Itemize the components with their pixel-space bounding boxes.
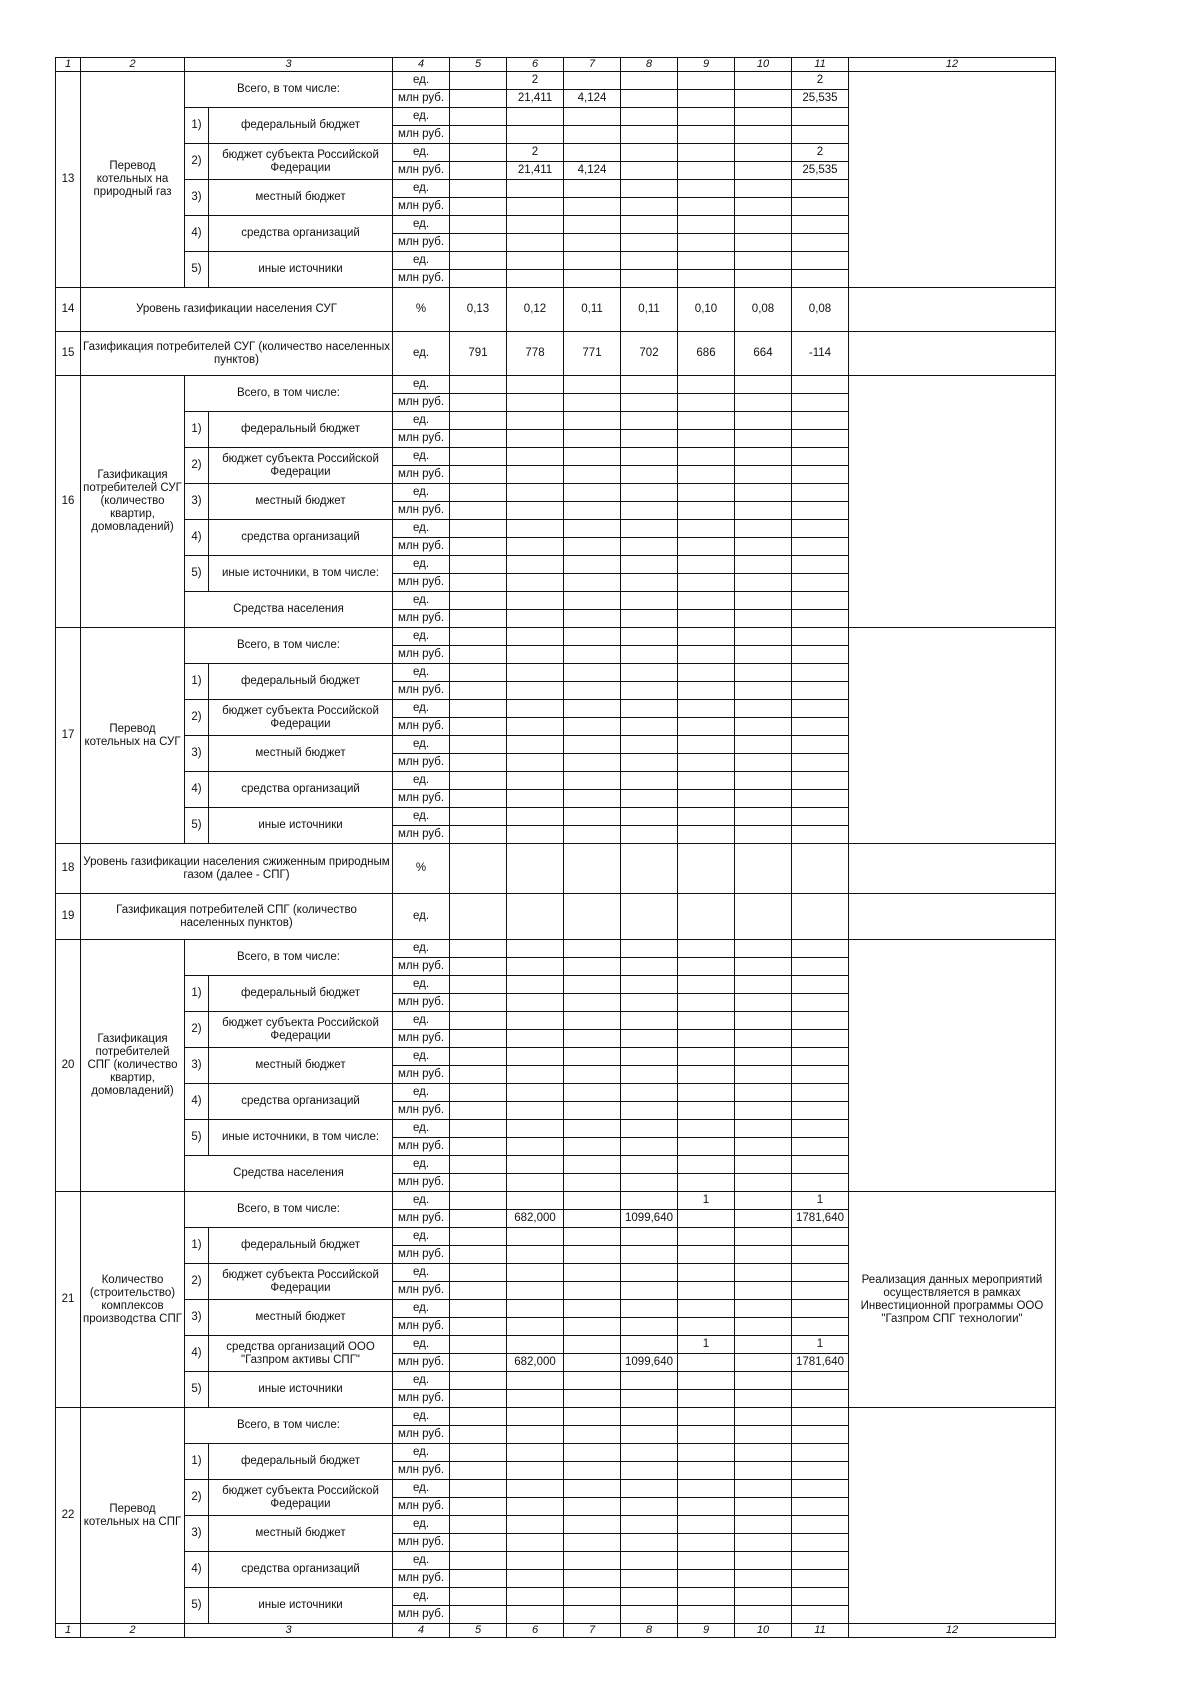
unit-cell: млн руб. — [393, 1570, 450, 1588]
source-label: федеральный бюджет — [209, 664, 393, 700]
table-row — [56, 894, 1056, 940]
source-label: бюджет субъекта Российской Федерации — [209, 700, 393, 736]
value-cell: 686 — [678, 332, 735, 376]
source-label: местный бюджет — [209, 1300, 393, 1336]
row-title: Перевод котельных на СПГ — [81, 1408, 185, 1624]
value-cell: 25,535 — [792, 162, 849, 180]
unit-cell: ед. — [393, 1372, 450, 1390]
unit-cell: ед. — [393, 252, 450, 270]
unit-cell: ед. — [393, 736, 450, 754]
unit-cell: ед. — [393, 664, 450, 682]
table-row — [56, 1408, 1056, 1426]
row-number: 16 — [56, 376, 81, 628]
footer-cell-4: 4 — [393, 1624, 450, 1638]
source-label: бюджет субъекта Российской Федерации — [209, 1264, 393, 1300]
unit-cell: млн руб. — [393, 270, 450, 288]
row-title: Перевод котельных на природный газ — [81, 72, 185, 288]
row-title: Количество (строительство) комплексов производства СПГ — [81, 1192, 185, 1408]
value-cell: 2 — [792, 144, 849, 162]
unit-cell: ед. — [393, 72, 450, 90]
source-marker: 1) — [185, 1228, 209, 1264]
source-marker: 1) — [185, 108, 209, 144]
value-cell: 1 — [678, 1336, 735, 1354]
source-marker: 4) — [185, 1084, 209, 1120]
source-label: федеральный бюджет — [209, 1444, 393, 1480]
source-label: средства организаций — [209, 520, 393, 556]
unit-cell: ед. — [393, 1084, 450, 1102]
value-cell: 2 — [792, 72, 849, 90]
row-title: Перевод котельных на СУГ — [81, 628, 185, 844]
unit-cell: ед. — [393, 520, 450, 538]
value-cell: 25,535 — [792, 90, 849, 108]
source-marker: 1) — [185, 976, 209, 1012]
value-cell: 1099,640 — [621, 1354, 678, 1372]
row-title: Уровень газификации населения СУГ — [81, 288, 393, 332]
row-title: Газификация потребителей СУГ (количество квартир, домовладений) — [81, 376, 185, 628]
unit-cell: млн руб. — [393, 682, 450, 700]
unit-cell: млн руб. — [393, 1210, 450, 1228]
unit-cell: ед. — [393, 1336, 450, 1354]
unit-cell: млн руб. — [393, 1498, 450, 1516]
source-label: местный бюджет — [209, 736, 393, 772]
footer-cell-3: 3 — [185, 1624, 393, 1638]
value-cell: -114 — [792, 332, 849, 376]
row-number: 15 — [56, 332, 81, 376]
unit-cell: млн руб. — [393, 234, 450, 252]
unit-cell: ед. — [393, 976, 450, 994]
value-cell: 0,13 — [450, 288, 507, 332]
unit-cell: млн руб. — [393, 90, 450, 108]
unit-cell: млн руб. — [393, 574, 450, 592]
source-label: средства организаций — [209, 1552, 393, 1588]
gasification-table — [55, 57, 1056, 1638]
source-marker: 4) — [185, 772, 209, 808]
source-label: Всего, в том числе: — [185, 376, 393, 412]
header-cell-12: 12 — [849, 58, 1056, 72]
column-number-footer-row — [56, 1624, 1056, 1638]
source-label: федеральный бюджет — [209, 412, 393, 448]
source-label: средства организаций ООО "Газпром активы СПГ" — [209, 1336, 393, 1372]
source-label: Средства населения — [185, 592, 393, 628]
source-marker: 1) — [185, 1444, 209, 1480]
source-marker: 5) — [185, 1588, 209, 1624]
unit-cell: млн руб. — [393, 1462, 450, 1480]
footer-cell-10: 10 — [735, 1624, 792, 1638]
source-label: местный бюджет — [209, 1516, 393, 1552]
source-marker: 5) — [185, 556, 209, 592]
source-marker: 5) — [185, 1372, 209, 1408]
value-cell: 0,11 — [621, 288, 678, 332]
row-number: 17 — [56, 628, 81, 844]
value-cell: 0,10 — [678, 288, 735, 332]
table-row — [56, 332, 1056, 376]
value-cell: 21,411 — [507, 162, 564, 180]
source-label: федеральный бюджет — [209, 976, 393, 1012]
unit-cell: ед. — [393, 180, 450, 198]
source-label: местный бюджет — [209, 1048, 393, 1084]
unit-cell: млн руб. — [393, 610, 450, 628]
header-cell-1: 1 — [56, 58, 81, 72]
footer-cell-1: 1 — [56, 1624, 81, 1638]
table-row — [56, 72, 1056, 90]
unit-cell: млн руб. — [393, 646, 450, 664]
source-label: Всего, в том числе: — [185, 940, 393, 976]
value-cell: 702 — [621, 332, 678, 376]
footer-cell-2: 2 — [81, 1624, 185, 1638]
unit-cell: ед. — [393, 108, 450, 126]
source-marker: 2) — [185, 448, 209, 484]
unit-cell: ед. — [393, 1120, 450, 1138]
source-label: иные источники, в том числе: — [209, 556, 393, 592]
unit-cell: ед. — [393, 1300, 450, 1318]
unit-cell: млн руб. — [393, 1282, 450, 1300]
unit-cell: млн руб. — [393, 790, 450, 808]
unit-cell: ед. — [393, 1516, 450, 1534]
unit-cell: млн руб. — [393, 1246, 450, 1264]
source-label: бюджет субъекта Российской Федерации — [209, 1012, 393, 1048]
source-marker: 2) — [185, 700, 209, 736]
unit-cell: ед. — [393, 412, 450, 430]
unit-cell: млн руб. — [393, 754, 450, 772]
row-title: Газификация потребителей СУГ (количество населенных пунктов) — [81, 332, 393, 376]
unit-cell: ед. — [393, 376, 450, 394]
source-label: Всего, в том числе: — [185, 72, 393, 108]
source-marker: 1) — [185, 664, 209, 700]
source-marker: 2) — [185, 1264, 209, 1300]
value-cell: 0,08 — [735, 288, 792, 332]
unit-cell: ед. — [393, 1048, 450, 1066]
unit-cell: ед. — [393, 332, 450, 376]
row-number: 13 — [56, 72, 81, 288]
unit-cell: ед. — [393, 808, 450, 826]
value-cell: 2 — [507, 72, 564, 90]
source-label: местный бюджет — [209, 180, 393, 216]
unit-cell: млн руб. — [393, 1138, 450, 1156]
value-cell: 1781,640 — [792, 1210, 849, 1228]
unit-cell: млн руб. — [393, 826, 450, 844]
note-cell — [849, 628, 1056, 844]
footer-cell-9: 9 — [678, 1624, 735, 1638]
unit-cell: ед. — [393, 700, 450, 718]
header-cell-4: 4 — [393, 58, 450, 72]
unit-cell: ед. — [393, 1192, 450, 1210]
value-cell: 0,12 — [507, 288, 564, 332]
footer-cell-11: 11 — [792, 1624, 849, 1638]
unit-cell: млн руб. — [393, 718, 450, 736]
row-number: 18 — [56, 844, 81, 894]
footer-cell-8: 8 — [621, 1624, 678, 1638]
note-cell — [849, 940, 1056, 1192]
footer-cell-7: 7 — [564, 1624, 621, 1638]
source-label: средства организаций — [209, 1084, 393, 1120]
source-marker: 5) — [185, 1120, 209, 1156]
unit-cell: ед. — [393, 592, 450, 610]
value-cell: 791 — [450, 332, 507, 376]
source-label: местный бюджет — [209, 484, 393, 520]
unit-cell: млн руб. — [393, 394, 450, 412]
source-marker: 3) — [185, 1048, 209, 1084]
header-cell-2: 2 — [81, 58, 185, 72]
source-label: средства организаций — [209, 772, 393, 808]
source-label: иные источники, в том числе: — [209, 1120, 393, 1156]
source-label: Средства населения — [185, 1156, 393, 1192]
table-row — [56, 376, 1056, 394]
source-marker: 4) — [185, 1336, 209, 1372]
source-label: иные источники — [209, 252, 393, 288]
source-marker: 5) — [185, 252, 209, 288]
value-cell: 1 — [792, 1192, 849, 1210]
row-number: 21 — [56, 1192, 81, 1408]
source-marker: 3) — [185, 1516, 209, 1552]
unit-cell: ед. — [393, 940, 450, 958]
unit-cell: ед. — [393, 144, 450, 162]
value-cell: 0,08 — [792, 288, 849, 332]
value-cell: 664 — [735, 332, 792, 376]
unit-cell: млн руб. — [393, 126, 450, 144]
unit-cell: млн руб. — [393, 538, 450, 556]
header-cell-8: 8 — [621, 58, 678, 72]
value-cell: 2 — [507, 144, 564, 162]
source-marker: 3) — [185, 180, 209, 216]
source-marker: 4) — [185, 216, 209, 252]
unit-cell: млн руб. — [393, 430, 450, 448]
source-marker: 5) — [185, 808, 209, 844]
row-number: 20 — [56, 940, 81, 1192]
unit-cell: млн руб. — [393, 466, 450, 484]
unit-cell: млн руб. — [393, 994, 450, 1012]
header-cell-6: 6 — [507, 58, 564, 72]
footer-cell-6: 6 — [507, 1624, 564, 1638]
table-row — [56, 288, 1056, 332]
source-marker: 2) — [185, 1012, 209, 1048]
value-cell: 682,000 — [507, 1210, 564, 1228]
header-cell-9: 9 — [678, 58, 735, 72]
header-cell-10: 10 — [735, 58, 792, 72]
source-label: бюджет субъекта Российской Федерации — [209, 144, 393, 180]
footer-cell-5: 5 — [450, 1624, 507, 1638]
unit-cell: ед. — [393, 1588, 450, 1606]
source-label: иные источники — [209, 808, 393, 844]
row-title: Газификация потребителей СПГ (количество населенных пунктов) — [81, 894, 393, 940]
table-row — [56, 844, 1056, 894]
unit-cell: ед. — [393, 1408, 450, 1426]
unit-cell: млн руб. — [393, 1102, 450, 1120]
column-number-header-row — [56, 58, 1056, 72]
unit-cell: ед. — [393, 1012, 450, 1030]
value-cell: 1099,640 — [621, 1210, 678, 1228]
unit-cell: млн руб. — [393, 1390, 450, 1408]
value-cell: 682,000 — [507, 1354, 564, 1372]
unit-cell: млн руб. — [393, 1534, 450, 1552]
unit-cell: ед. — [393, 448, 450, 466]
row-number: 22 — [56, 1408, 81, 1624]
unit-cell: ед. — [393, 1552, 450, 1570]
source-marker: 2) — [185, 1480, 209, 1516]
source-label: иные источники — [209, 1588, 393, 1624]
unit-cell: ед. — [393, 1264, 450, 1282]
source-label: иные источники — [209, 1372, 393, 1408]
unit-cell: ед. — [393, 628, 450, 646]
unit-cell: ед. — [393, 772, 450, 790]
value-cell: 778 — [507, 332, 564, 376]
unit-cell: млн руб. — [393, 162, 450, 180]
source-marker: 2) — [185, 144, 209, 180]
unit-cell: % — [393, 844, 450, 894]
footer-cell-12: 12 — [849, 1624, 1056, 1638]
unit-cell: ед. — [393, 1444, 450, 1462]
source-label: Всего, в том числе: — [185, 1192, 393, 1228]
unit-cell: млн руб. — [393, 958, 450, 976]
value-cell: 4,124 — [564, 90, 621, 108]
table-row — [56, 940, 1056, 958]
unit-cell: млн руб. — [393, 198, 450, 216]
unit-cell: млн руб. — [393, 502, 450, 520]
row-number: 14 — [56, 288, 81, 332]
unit-cell: ед. — [393, 1228, 450, 1246]
source-marker: 4) — [185, 1552, 209, 1588]
note-cell — [849, 72, 1056, 288]
unit-cell: млн руб. — [393, 1354, 450, 1372]
value-cell: 771 — [564, 332, 621, 376]
unit-cell: ед. — [393, 1156, 450, 1174]
value-cell: 1 — [792, 1336, 849, 1354]
unit-cell: млн руб. — [393, 1606, 450, 1624]
value-cell: 1781,640 — [792, 1354, 849, 1372]
value-cell: 21,411 — [507, 90, 564, 108]
unit-cell: ед. — [393, 556, 450, 574]
source-label: федеральный бюджет — [209, 1228, 393, 1264]
value-cell: 0,11 — [564, 288, 621, 332]
implementation-note: Реализация данных мероприятий осуществляется в рамках Инвестиционной программы ООО "Газпром СПГ технологии" — [849, 1192, 1056, 1408]
unit-cell: % — [393, 288, 450, 332]
document-page — [55, 57, 1055, 1638]
unit-cell: ед. — [393, 894, 450, 940]
source-label: федеральный бюджет — [209, 108, 393, 144]
value-cell: 4,124 — [564, 162, 621, 180]
source-marker: 1) — [185, 412, 209, 448]
source-marker: 4) — [185, 520, 209, 556]
source-marker: 3) — [185, 1300, 209, 1336]
source-label: Всего, в том числе: — [185, 1408, 393, 1444]
header-cell-3: 3 — [185, 58, 393, 72]
row-title: Уровень газификации населения сжиженным природным газом (далее - СПГ) — [81, 844, 393, 894]
header-cell-11: 11 — [792, 58, 849, 72]
source-marker: 3) — [185, 484, 209, 520]
row-number: 19 — [56, 894, 81, 940]
source-marker: 3) — [185, 736, 209, 772]
source-label: Всего, в том числе: — [185, 628, 393, 664]
unit-cell: ед. — [393, 1480, 450, 1498]
unit-cell: ед. — [393, 484, 450, 502]
unit-cell: млн руб. — [393, 1030, 450, 1048]
table-row — [56, 1192, 1056, 1210]
value-cell: 1 — [678, 1192, 735, 1210]
unit-cell: млн руб. — [393, 1066, 450, 1084]
note-cell — [849, 1408, 1056, 1624]
row-title: Газификация потребителей СПГ (количество квартир, домовладений) — [81, 940, 185, 1192]
unit-cell: млн руб. — [393, 1174, 450, 1192]
unit-cell: млн руб. — [393, 1318, 450, 1336]
unit-cell: млн руб. — [393, 1426, 450, 1444]
header-cell-5: 5 — [450, 58, 507, 72]
unit-cell: ед. — [393, 216, 450, 234]
header-cell-7: 7 — [564, 58, 621, 72]
table-row — [56, 628, 1056, 646]
source-label: бюджет субъекта Российской Федерации — [209, 1480, 393, 1516]
note-cell — [849, 376, 1056, 628]
source-label: средства организаций — [209, 216, 393, 252]
source-label: бюджет субъекта Российской Федерации — [209, 448, 393, 484]
